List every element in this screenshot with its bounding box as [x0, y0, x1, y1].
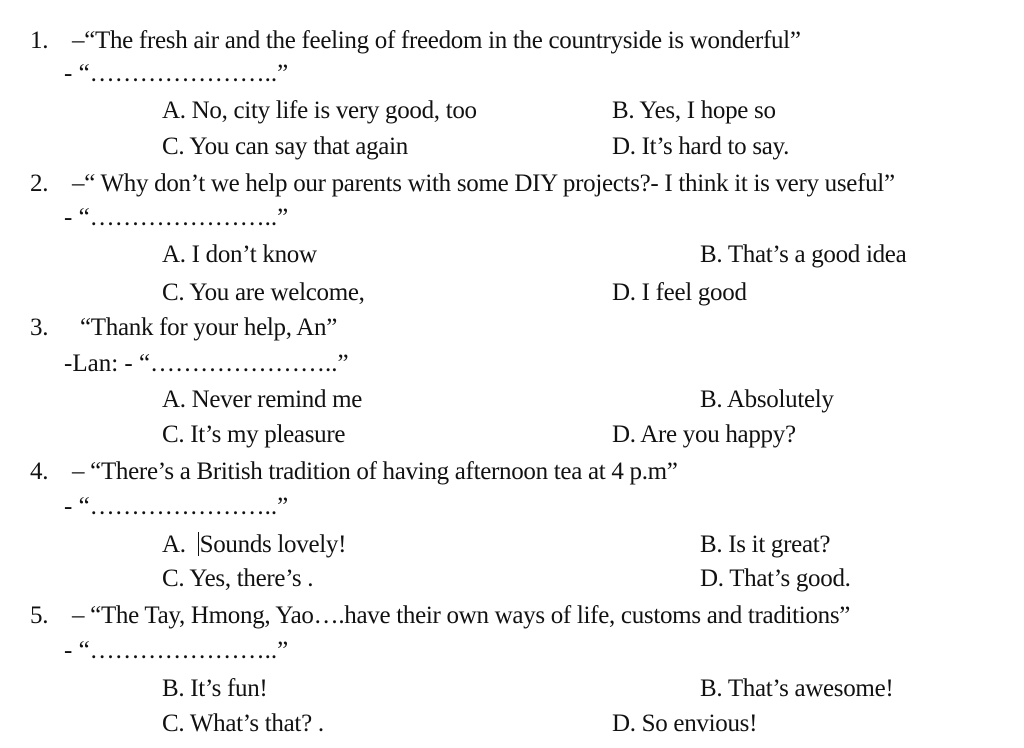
option-a-text: Sounds lovely! [199, 531, 347, 558]
answer-blank: -Lan: - “…………………..” [64, 350, 349, 377]
question-number: 3. [30, 314, 49, 341]
option-a: A. No, city life is very good, too [162, 97, 477, 124]
option-d: D. I feel good [612, 279, 747, 306]
option-c: C. You can say that again [162, 133, 408, 160]
question-number: 4. [30, 458, 49, 485]
question-prompt: – “The Tay, Hmong, Yao….have their own ways of life, customs and traditions” [72, 602, 851, 629]
answer-blank: - “…………………..” [64, 204, 289, 231]
option-c: C. It’s my pleasure [162, 421, 346, 448]
question-prompt: –“ Why don’t we help our parents with some DIY projects?- I think it is very useful” [72, 170, 895, 197]
answer-blank: - “…………………..” [64, 60, 289, 87]
question-number: 2. [30, 170, 49, 197]
option-a: A. I don’t know [162, 241, 317, 268]
option-b: B. That’s a good idea [700, 241, 907, 268]
option-c: C. What’s that? . [162, 710, 324, 737]
option-b: B. That’s awesome! [700, 675, 894, 702]
option-c: C. Yes, there’s . [162, 565, 314, 592]
option-b: B. Is it great? [700, 531, 831, 558]
question-prompt: – “There’s a British tradition of having afternoon tea at 4 p.m” [72, 458, 678, 485]
question-prompt: “Thank for your help, An” [80, 314, 338, 341]
answer-blank: - “…………………..” [64, 493, 289, 520]
option-b: B. Absolutely [700, 386, 834, 413]
option-d: D. It’s hard to say. [612, 133, 790, 160]
option-d: D. That’s good. [700, 565, 851, 592]
option-d: D. Are you happy? [612, 421, 796, 448]
question-number: 5. [30, 602, 49, 629]
text-cursor [198, 532, 199, 556]
answer-blank: - “…………………..” [64, 637, 289, 664]
option-a [162, 532, 346, 557]
option-b: B. Yes, I hope so [612, 97, 776, 124]
option-c: C. You are welcome, [162, 279, 365, 306]
option-a-letter: A. [162, 531, 198, 558]
option-a: B. It’s fun! [162, 675, 268, 702]
question-number: 1. [30, 27, 49, 54]
option-d: D. So envious! [612, 710, 758, 737]
question-prompt: –“The fresh air and the feeling of freedom in the countryside is wonderful” [72, 27, 801, 54]
option-a: A. Never remind me [162, 386, 363, 413]
